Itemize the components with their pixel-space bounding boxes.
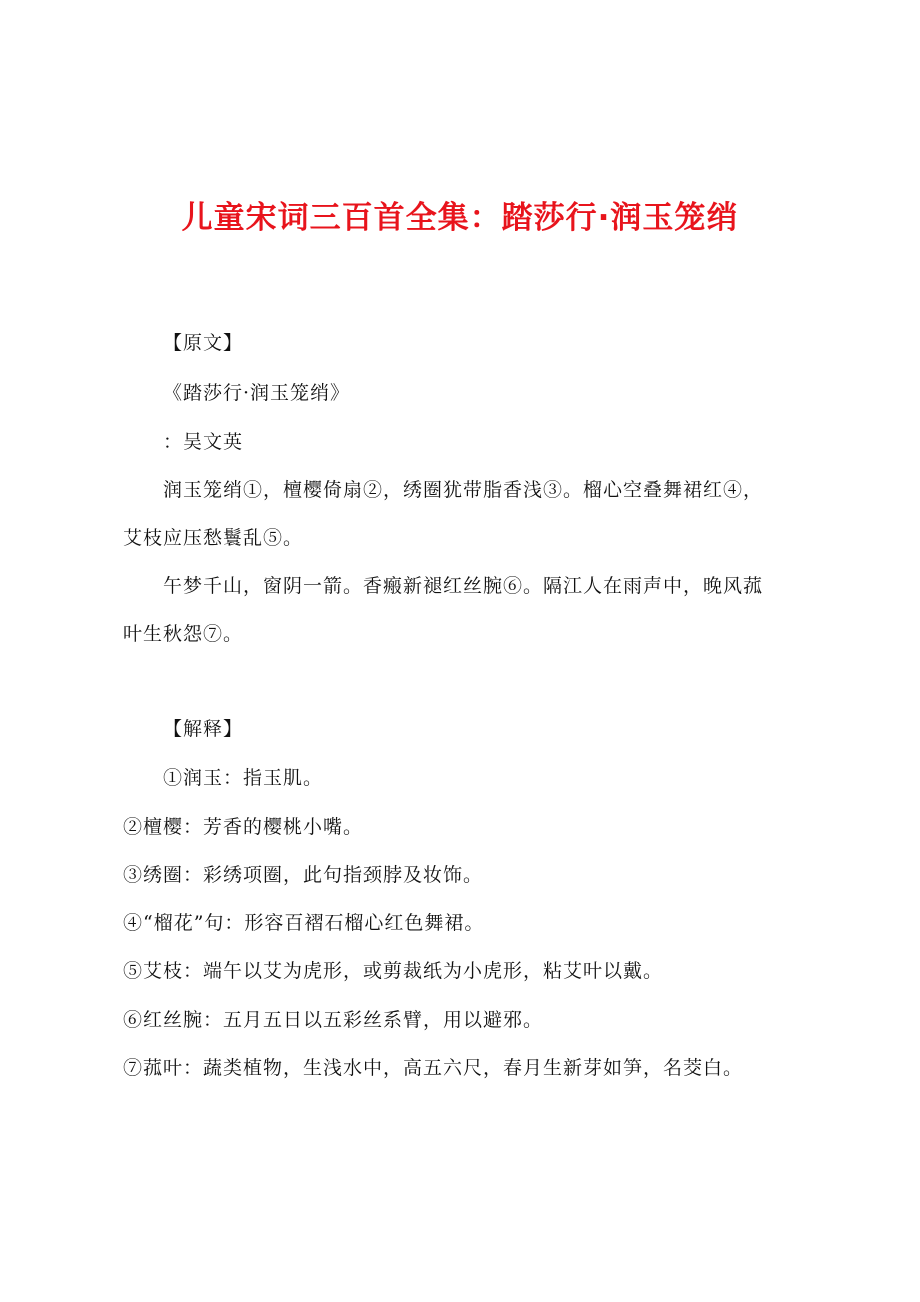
- note-item: ⑤艾枝：端午以艾为虎形，或剪裁纸为小虎形，粘艾叶以戴。: [123, 960, 664, 982]
- stanza1-line1: 润玉笼绡①，檀樱倚扇②，绣圈犹带脂香浅③。榴心空叠舞裙红④，: [163, 479, 764, 501]
- stanza1-line2: 艾枝应压愁鬟乱⑤。: [123, 527, 304, 549]
- notes-heading: 【解释】: [163, 718, 244, 740]
- page-title: 儿童宋词三百首全集：踏莎行·润玉笼绡: [181, 200, 739, 236]
- stanza2-line2: 叶生秋怨⑦。: [123, 623, 244, 645]
- stanza2-line1: 午梦千山，窗阴一箭。香瘢新褪红丝腕⑥。隔江人在雨声中，晚风菰: [163, 575, 764, 597]
- note-item: ⑥红丝腕：五月五日以五彩丝系臂，用以避邪。: [123, 1009, 544, 1031]
- poem-title: 《踏莎行·润玉笼绡》: [163, 382, 351, 404]
- note-item: ①润玉：指玉肌。: [163, 767, 324, 789]
- note-item: ④“榴花”句：形容百褶石榴心红色舞裙。: [123, 912, 485, 934]
- note-item: ②檀樱：芳香的樱桃小嘴。: [123, 816, 364, 838]
- note-item: ③绣圈：彩绣项圈，此句指颈脖及妆饰。: [123, 864, 484, 886]
- poem-author: ：吴文英: [163, 431, 244, 453]
- note-item: ⑦菰叶：蔬类植物，生浅水中，高五六尺，春月生新芽如笋，名茭白。: [123, 1057, 744, 1079]
- original-heading: 【原文】: [163, 332, 244, 354]
